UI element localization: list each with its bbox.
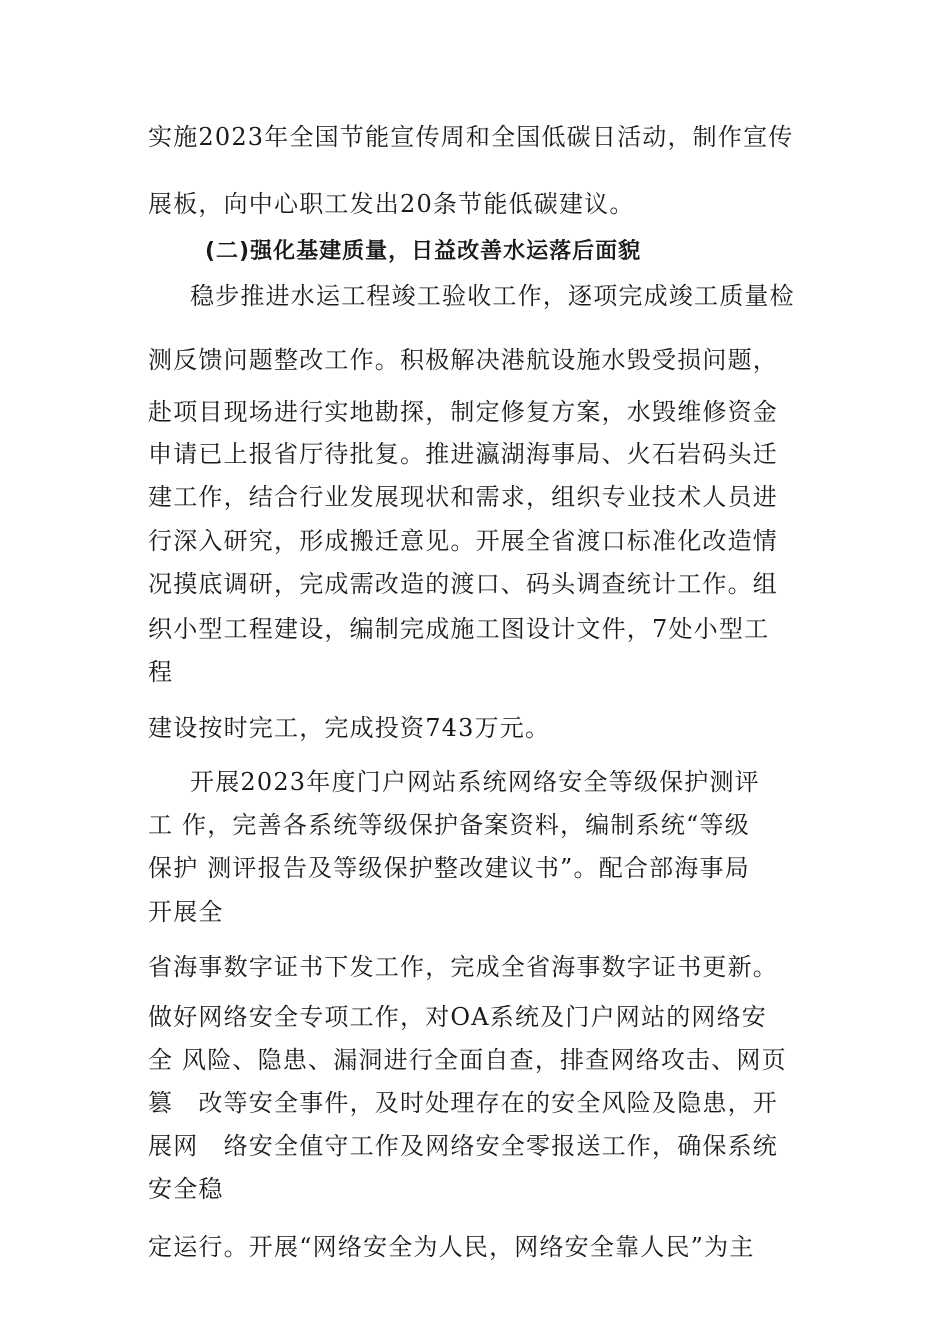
paragraph-line: 全 风险、隐患、漏洞进行全面自查，排查网络攻击、网页 [148, 1046, 787, 1074]
section-heading: (二)强化基建质量，日益改善水运落后面貌 [205, 239, 642, 264]
paragraph-line: 做好网络安全专项工作，对OA系统及门户网站的网络安 [148, 1003, 768, 1031]
paragraph-line: 实施2023年全国节能宣传周和全国低碳日活动，制作宣传 [148, 123, 794, 151]
paragraph-line: 测反馈问题整改工作。积极解决港航设施水毁受损问题， [148, 346, 778, 374]
paragraph-line: 织小型工程建设，编制完成施工图设计文件，7处小型工 [148, 615, 770, 643]
paragraph-line: 省海事数字证书下发工作，完成全省海事数字证书更新。 [148, 953, 778, 981]
paragraph-line: 行深入研究，形成搬迁意见。开展全省渡口标准化改造情 [148, 527, 778, 555]
paragraph-line: 况摸底调研，完成需改造的渡口、码头调查统计工作。组 [148, 570, 778, 598]
paragraph-line: 稳步推进水运工程竣工验收工作，逐项完成竣工质量检 [190, 282, 795, 310]
paragraph-line: 安全稳 [148, 1175, 224, 1203]
paragraph-line: 开展2023年度门户网站系统网络安全等级保护测评 [190, 768, 760, 796]
paragraph-line: 建设按时完工，完成投资743万元。 [148, 714, 551, 742]
paragraph-line: 展网 络安全值守工作及网络安全零报送工作，确保系统 [148, 1132, 778, 1160]
paragraph-line: 展板，向中心职工发出20条节能低碳建议。 [148, 190, 635, 218]
paragraph-line: 保护 测评报告及等级保护整改建议书”。配合部海事局 [148, 854, 750, 882]
paragraph-line: 赴项目现场进行实地勘探，制定修复方案，水毁维修资金 [148, 398, 778, 426]
paragraph-line: 申请已上报省厅待批复。推进瀛湖海事局、火石岩码头迁 [148, 440, 778, 468]
paragraph-line: 定运行。开展“网络安全为人民，网络安全靠人民”为主 [148, 1233, 755, 1261]
paragraph-line: 开展全 [148, 898, 224, 926]
paragraph-line: 篡 改等安全事件，及时处理存在的安全风险及隐患，开 [148, 1089, 778, 1117]
paragraph-line: 建工作，结合行业发展现状和需求，组织专业技术人员进 [148, 483, 778, 511]
paragraph-line: 工 作，完善各系统等级保护备案资料，编制系统“等级 [148, 811, 750, 839]
paragraph-line: 程 [148, 658, 174, 686]
